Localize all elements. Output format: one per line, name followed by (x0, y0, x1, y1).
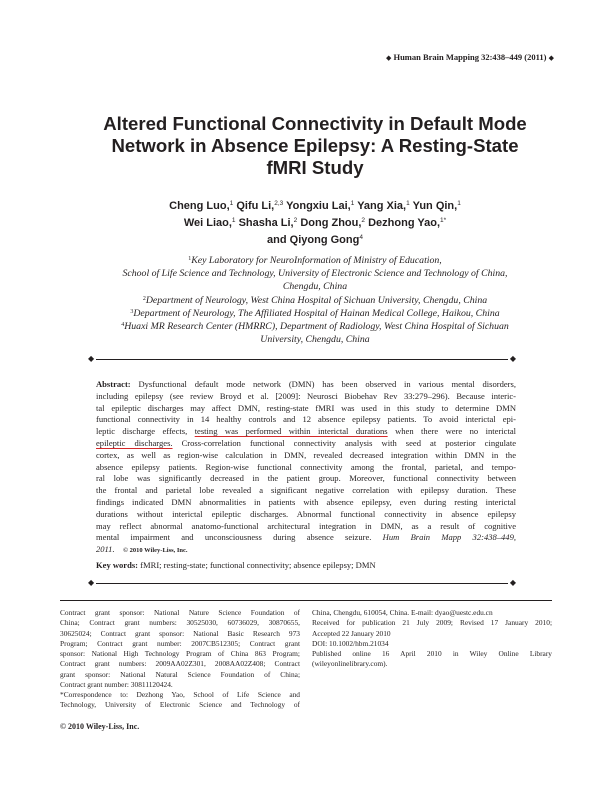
abstract-line: findings indicated DMN abnormalities in patients with absence epilepsy, even during resting interictal (96, 496, 516, 507)
affiliation-line: Chengdu, China (282, 281, 348, 293)
abstract-text: Cross-correlation functional connectivity analysis with seed at posterior cingulate (181, 437, 516, 448)
keywords-text: fMRI; resting-state; functional connectivity; absence epilepsy; DMN (140, 560, 376, 570)
section-divider (88, 578, 516, 588)
affiliation-number: 3 (130, 308, 134, 315)
abstract-line: ral lobe was significantly decreased in the patient group. Moreover, functional connectivity between (96, 473, 516, 484)
affiliation-marker: 1* (440, 217, 447, 224)
author-line (60, 198, 570, 215)
affiliation-line (60, 294, 570, 307)
footnote-line: DOI: 10.1002/hbm.21034 (312, 638, 389, 648)
affiliation-text: Department of Neurology, West China Hospital of Sichuan University, Chengdu, China (145, 294, 488, 306)
abstract-line: may reflect abnormal anatomo-functional architectural integration in DMN, as a result of cognitive (96, 520, 516, 531)
abstract-text: leptic discharge effects, (96, 426, 188, 437)
affiliations (60, 254, 570, 346)
abstract-line (96, 438, 516, 450)
affiliation-marker: 1 (229, 200, 234, 207)
affiliation-text: Key Laboratory for NeuroInformation of Ministry of Education, (191, 255, 442, 266)
copyright-notice: © 2010 Wiley-Liss, Inc. (60, 722, 140, 731)
footnote-line: Contract grant sponsor: National Nature Science Foundation of (60, 608, 300, 617)
abstract-line (96, 379, 516, 391)
author-name: Yun Qin, (412, 200, 458, 212)
author-list (60, 198, 570, 249)
abstract-copyright: © 2010 Wiley-Liss, Inc. (123, 547, 188, 555)
footnote-line: Published online 16 April 2010 in Wiley Online Library (312, 649, 552, 658)
author-name: Qiyong Gong (289, 234, 360, 246)
affiliation-marker: 2,3 (274, 200, 284, 207)
abstract-line: including epilepsy (see review Broyd et al. [2009]: Neurosci Biobehav Rev 33:279–296). Because interic- (96, 390, 516, 401)
author-name: Shasha Li, (238, 217, 294, 229)
footnotes-left (60, 608, 300, 711)
footnote-line: China, Chengdu, 610054, China. E-mail: dyao@uestc.edu.cn (312, 608, 493, 617)
footnote-rule (60, 600, 552, 601)
abstract-line: functional connectivity in 14 healthy controls and 12 absence epilepsy patients. To avoid interictal epi- (96, 414, 516, 425)
abstract-line (96, 532, 516, 544)
abstract-text: Dysfunctional default mode network (DMN) has been observed in various mental disorders, (138, 379, 516, 389)
abstract-line (96, 426, 516, 438)
abstract-line: the frontal and parietal lobe revealed a significant negative correlation with epilepsy duration. These (96, 485, 516, 496)
footnote-line: grant sponsor: National Natural Science Foundation of China; (60, 669, 300, 679)
footnote-line: Technology, University of Electronic Science and Technology of (60, 700, 300, 710)
abstract (96, 379, 516, 557)
abstract-line: tal epileptic discharges may affect DMN, resting-state fMRI was used in this study to determine DMN (96, 402, 516, 413)
affiliation-marker: 1 (406, 200, 410, 207)
author-name: Dezhong Yao, (368, 217, 441, 229)
diamond-icon: ◆ (88, 578, 95, 587)
affiliation-number: 2 (142, 295, 146, 302)
affiliation-line: University, Chengdu, China (260, 334, 370, 346)
footnote-line: sponsor: National High Technology Program of China 863 Program; (60, 649, 300, 658)
author-name: Yang Xia, (357, 200, 407, 212)
paper-title (60, 113, 570, 179)
underlined-text: epileptic discharges. (96, 437, 173, 448)
title-line: fMRI Study (266, 157, 364, 178)
diamond-icon: ◆ (385, 54, 392, 62)
title-line: Altered Functional Connectivity in Default Mode (103, 113, 527, 134)
affiliation-text: Department of Neurology, The Affiliated Hospital of Hainan Medical College, Haikou, China (133, 307, 500, 319)
author-line (60, 215, 570, 232)
diamond-icon: ◆ (509, 354, 516, 363)
diamond-icon: ◆ (548, 54, 554, 62)
keywords-label: Key words: (96, 560, 139, 570)
divider-line (96, 359, 508, 360)
affiliation-line (60, 254, 570, 267)
abstract-label: Abstract: (96, 379, 131, 389)
footnote-line: China; Contract grant numbers: 30525030, 60736029, 30870655, (60, 618, 300, 628)
author-line (60, 232, 570, 249)
journal-citation: Human Brain Mapping 32:438–449 (2011) (393, 52, 547, 62)
author-name: Yongxiu Lai, (286, 200, 351, 212)
footnote-line: (wileyonlinelibrary.com). (312, 659, 388, 669)
footnote-line: Accepted 22 January 2010 (312, 628, 391, 638)
diamond-icon: ◆ (509, 578, 516, 587)
underlined-text: testing was performed within interictal durations (194, 426, 388, 437)
abstract-line: durations without interictal epileptic discharges. Abnormal functional connectivity in absence epilepsy (96, 508, 516, 519)
author-name: Cheng Luo, (169, 200, 230, 212)
title-line: Network in Absence Epilepsy: A Resting-State (111, 135, 519, 156)
author-conjunction: and (267, 234, 287, 246)
abstract-text: when there were no interictal (395, 426, 517, 437)
affiliation-line (60, 320, 570, 333)
affiliation-marker: 1 (350, 200, 355, 207)
author-name: Wei Liao, (183, 217, 232, 229)
diamond-icon: ◆ (88, 354, 95, 363)
footnote-line: Contract grant number: 30811120424. (60, 679, 173, 689)
section-divider (88, 354, 516, 364)
affiliation-marker: 1 (457, 200, 461, 207)
abstract-line: absence epilepsy patients. Region-wise functional connectivity among the frontal, parietal, and tempo- (96, 461, 516, 472)
keywords (96, 560, 516, 570)
affiliation-number: 1 (188, 256, 192, 262)
author-name: Dong Zhou, (300, 217, 362, 229)
divider-line (96, 583, 508, 584)
affiliation-marker: 4 (359, 234, 363, 241)
affiliation-marker: 2 (361, 217, 366, 224)
abstract-line: cortex, as well as region-wise calculation in DMN, revealed decreased integration within DMN in the (96, 449, 516, 460)
affiliation-marker: 2 (293, 217, 298, 224)
journal-reference: Hum Brain Mapp 32:438–449, (382, 532, 516, 543)
footnote-line: Received for publication 21 July 2009; Revised 17 January 2010; (312, 618, 552, 628)
affiliation-marker: 1 (231, 217, 236, 224)
footnotes-right (312, 608, 552, 670)
running-header (386, 52, 554, 62)
footnote-line: Contract grant numbers: 2009AA02Z301, 2008AA02Z408; Contract (60, 659, 300, 669)
affiliation-line (60, 307, 570, 320)
affiliation-number: 4 (121, 322, 125, 329)
footnote-line: *Correspondence to: Dezhong Yao, School of Life Science and (60, 690, 300, 699)
footnote-line: 30625024; Contract grant sponsor: National Basic Research 973 (60, 628, 300, 638)
abstract-text: mental impairment and unconsciousness during absence seizure. (96, 532, 372, 543)
footnote-line: Program; Contract grant number: 2007CB512305; Contract grant (60, 638, 300, 648)
author-name: Qifu Li, (236, 200, 275, 212)
abstract-line (96, 544, 516, 557)
affiliation-line: School of Life Science and Technology, University of Electronic Science and Technology of China, (122, 268, 508, 280)
affiliation-text: Huaxi MR Research Center (HMRRC), Department of Radiology, West China Hospital of Sichuan (124, 321, 509, 333)
journal-reference: 2011. (96, 544, 115, 555)
